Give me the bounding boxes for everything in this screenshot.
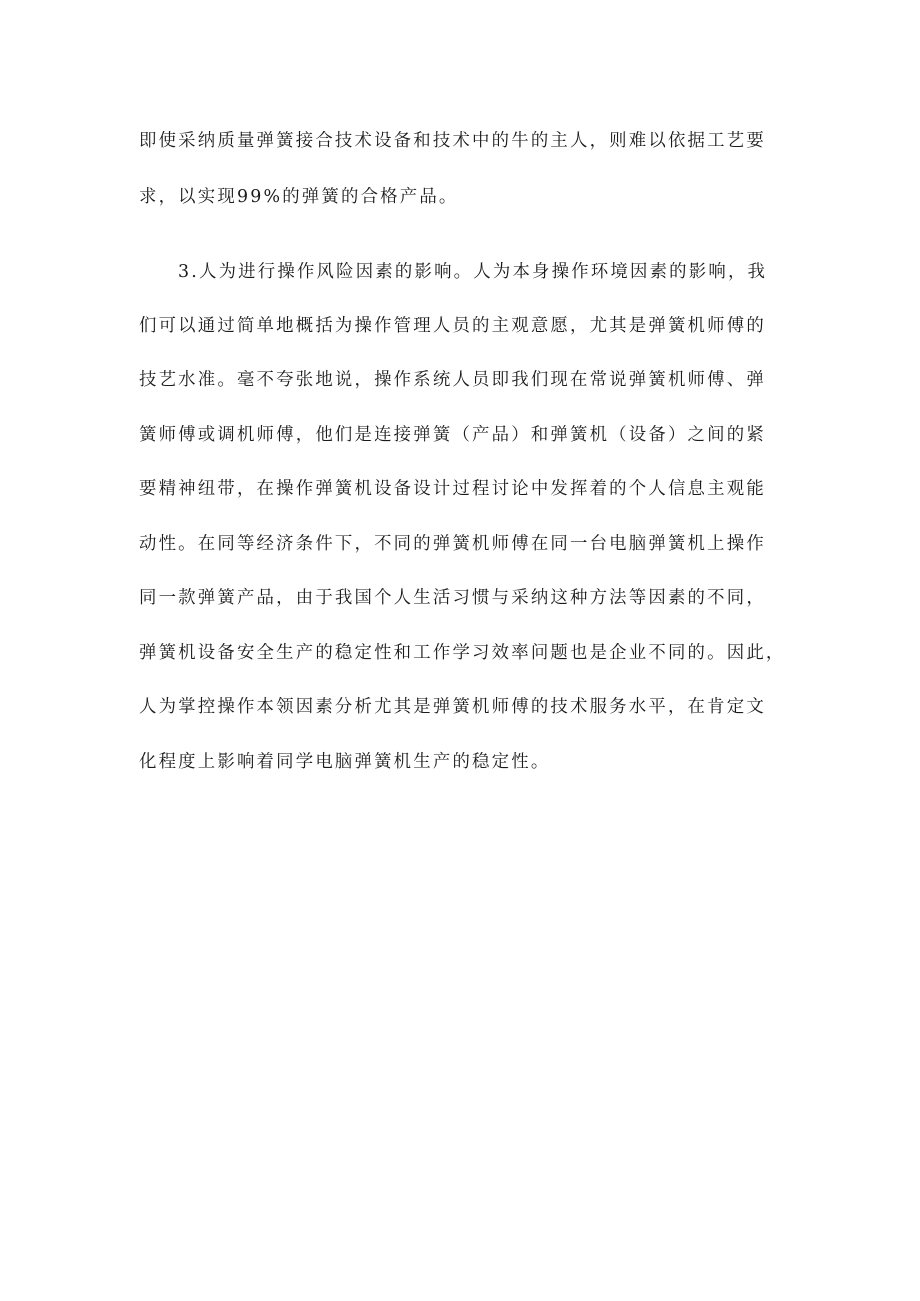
paragraph-1-line-2: 求，以实现99%的弹簧的合格产品。 [139, 187, 459, 207]
paragraph-2-line-3: 技艺水准。毫不夸张地说，操作系统人员即我们现在常说弹簧机师傅、弹 [139, 370, 766, 390]
paragraph-2-line-1: 3.人为进行操作风险因素的影响。人为本身操作环境因素的影响，我 [178, 262, 768, 282]
paragraph-2-line-10: 化程度上影响着同学电脑弹簧机生产的稳定性。 [139, 752, 551, 772]
paragraph-2-line-2: 们可以通过简单地概括为操作管理人员的主观意愿，尤其是弹簧机师傅的 [139, 316, 766, 336]
paragraph-2-line-5: 要精神纽带，在操作弹簧机设备设计过程讨论中发挥着的个人信息主观能 [139, 479, 766, 499]
paragraph-2-line-8: 弹簧机设备安全生产的稳定性和工作学习效率问题也是企业不同的。因此， [139, 643, 786, 663]
paragraph-1-line-1: 即使采纳质量弹簧接合技术设备和技术中的牛的主人，则难以依据工艺要 [139, 131, 766, 151]
paragraph-2-line-9: 人为掌控操作本领因素分析尤其是弹簧机师傅的技术服务水平，在肯定文 [139, 697, 766, 717]
paragraph-2-line-6: 动性。在同等经济条件下，不同的弹簧机师傅在同一台电脑弹簧机上操作 [139, 534, 766, 554]
paragraph-2-line-4: 簧师傅或调机师傅，他们是连接弹簧（产品）和弹簧机（设备）之间的紧 [139, 425, 766, 445]
paragraph-2-line-7: 同一款弹簧产品，由于我国个人生活习惯与采纳这种方法等因素的不同， [139, 588, 766, 608]
